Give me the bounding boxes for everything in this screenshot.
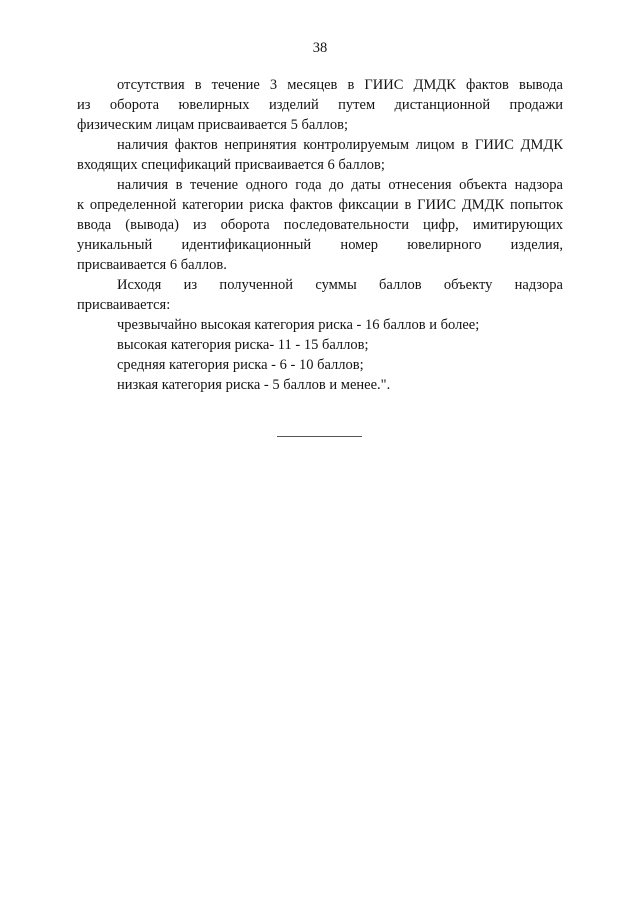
text-line: присваивается: xyxy=(77,297,171,313)
paragraph-low-risk xyxy=(77,375,563,395)
paragraph-high-risk xyxy=(77,335,563,355)
text-line: средняя категория риска - 6 - 10 баллов; xyxy=(117,357,364,373)
text-line: из оборота ювелирных изделий путем дистанционной продажи xyxy=(77,97,563,113)
text-line: входящих спецификаций присваивается 6 баллов; xyxy=(77,157,385,173)
text-line: присваивается 6 баллов. xyxy=(77,257,227,273)
paragraph-extremely-high-risk xyxy=(77,315,563,335)
text-line: отсутствия в течение 3 месяцев в ГИИС ДМДК фактов вывода xyxy=(117,77,563,93)
text-line: наличия фактов непринятия контролируемым лицом в ГИИС ДМДК xyxy=(117,137,563,153)
paragraph-medium-risk xyxy=(77,355,563,375)
page-number: 38 xyxy=(312,40,328,56)
text-line: к определенной категории риска фактов фиксации в ГИИС ДМДК попыток xyxy=(77,197,563,213)
text-line: уникальный идентификационный номер ювелирного изделия, xyxy=(77,237,563,253)
paragraph-no-remote-sales xyxy=(77,75,563,135)
paragraph-score-assignment xyxy=(77,275,563,315)
text-line: физическим лицам присваивается 5 баллов; xyxy=(77,117,349,133)
separator-line xyxy=(277,436,362,437)
text-line: Исходя из полученной суммы баллов объекту надзора xyxy=(117,277,563,293)
text-line: наличия в течение одного года до даты отнесения объекта надзора xyxy=(117,177,563,193)
paragraph-unaccepted-specifications xyxy=(77,135,563,175)
text-line: чрезвычайно высокая категория риска - 16 баллов и более; xyxy=(117,317,480,333)
document-body xyxy=(77,75,563,395)
paragraph-imitation-attempts xyxy=(77,175,563,275)
text-line: низкая категория риска - 5 баллов и менее.". xyxy=(117,377,391,393)
text-line: высокая категория риска- 11 - 15 баллов; xyxy=(117,337,369,353)
text-line: ввода (вывода) из оборота последовательности цифр, имитирующих xyxy=(77,217,563,233)
